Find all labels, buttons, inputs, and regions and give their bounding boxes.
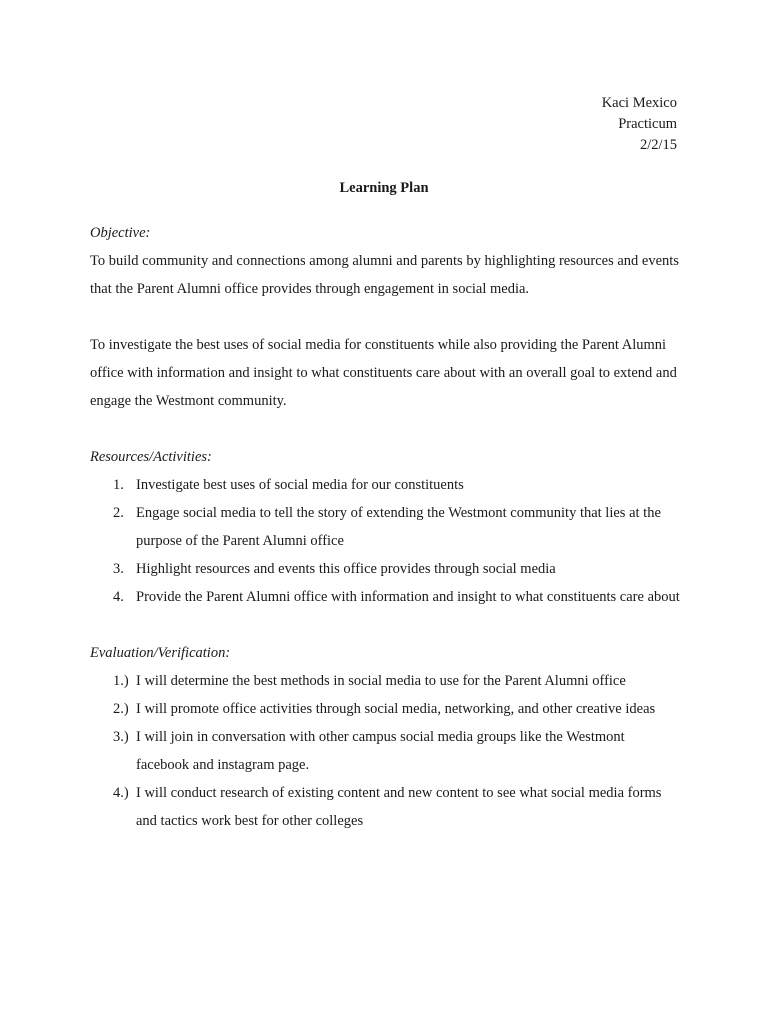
list-item-number: 4.) bbox=[113, 785, 129, 801]
author-header bbox=[602, 93, 677, 156]
resources-heading: Resources/Activities: bbox=[90, 449, 212, 465]
evaluation-list bbox=[90, 667, 680, 835]
list-item bbox=[90, 471, 680, 499]
resources-list bbox=[90, 471, 680, 611]
evaluation-heading: Evaluation/Verification: bbox=[90, 645, 231, 661]
objective-section bbox=[90, 247, 680, 415]
objective-paragraph: To investigate the best uses of social media for constituents while also providing the Parent Alumni office with information and insight to what constituents care about with an overall goal to extend and engage the Westmont community. bbox=[90, 337, 677, 409]
list-item-number: 4. bbox=[113, 589, 124, 605]
list-item-text: I will conduct research of existing content and new content to see what social media forms and tactics work best for other colleges bbox=[136, 785, 662, 829]
list-item-number: 2.) bbox=[113, 701, 129, 717]
objective-paragraph: To build community and connections among alumni and parents by highlighting resources and events that the Parent Alumni office provides through engagement in social media. bbox=[90, 253, 679, 297]
document-body bbox=[90, 219, 680, 835]
list-item-number: 3. bbox=[113, 561, 124, 577]
list-item bbox=[90, 667, 680, 695]
document-title: Learning Plan bbox=[339, 180, 429, 196]
course-name: Practicum bbox=[618, 116, 677, 132]
list-item-text: Highlight resources and events this office provides through social media bbox=[136, 561, 556, 577]
objective-heading: Objective: bbox=[90, 225, 151, 241]
list-item bbox=[90, 723, 680, 779]
list-item-text: Provide the Parent Alumni office with information and insight to what constituents care about bbox=[136, 589, 680, 605]
list-item bbox=[90, 695, 680, 723]
author-name: Kaci Mexico bbox=[601, 95, 677, 111]
list-item bbox=[90, 779, 680, 835]
list-item-number: 1. bbox=[113, 477, 124, 493]
list-item-number: 1.) bbox=[113, 673, 129, 689]
list-item-text: I will promote office activities through social media, networking, and other creative ideas bbox=[136, 701, 656, 717]
document-date: 2/2/15 bbox=[639, 137, 677, 153]
list-item-text: I will determine the best methods in social media to use for the Parent Alumni office bbox=[136, 673, 626, 689]
list-item bbox=[90, 583, 680, 611]
list-item-text: Engage social media to tell the story of extending the Westmont community that lies at the purpose of the Parent Alumni office bbox=[136, 505, 661, 549]
list-item-text: Investigate best uses of social media for our constituents bbox=[136, 477, 464, 493]
list-item-number: 2. bbox=[113, 505, 124, 521]
list-item bbox=[90, 499, 680, 555]
list-item-number: 3.) bbox=[113, 729, 129, 745]
list-item-text: I will join in conversation with other campus social media groups like the Westmont facebook and instagram page. bbox=[136, 729, 625, 773]
list-item bbox=[90, 555, 680, 583]
